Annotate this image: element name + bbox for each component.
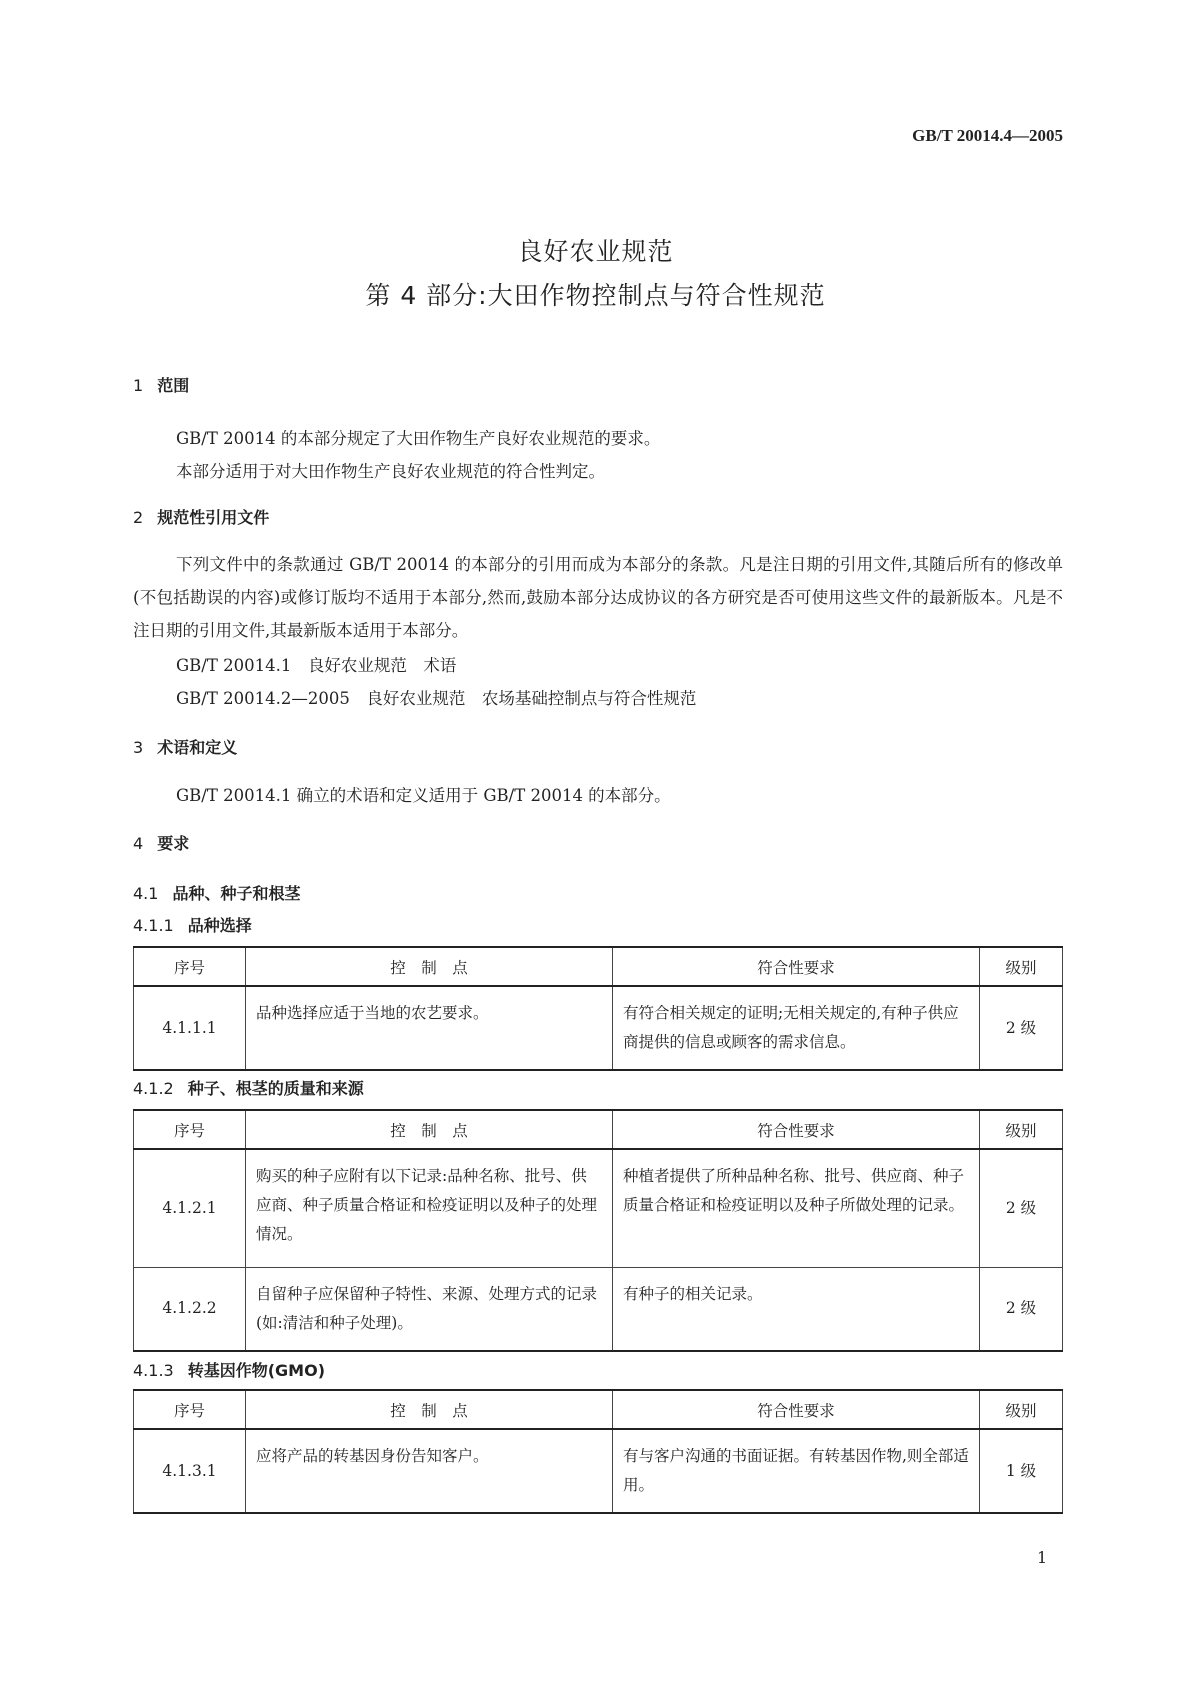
cell-compliance: 种植者提供了所种品种名称、批号、供应商、种子质量合格证和检疫证明以及种子所做处理的记录。 — [613, 1149, 980, 1267]
cell-id: 4.1.2.1 — [134, 1149, 246, 1267]
reference: GB/T 20014.1 良好农业规范 术语 — [176, 656, 457, 675]
cell-level: 2 级 — [980, 1267, 1063, 1351]
cell-level: 1 级 — [980, 1429, 1063, 1513]
cell-control-point: 购买的种子应附有以下记录:品种名称、批号、供应商、种子质量合格证和检疫证明以及种子的处理情况。 — [246, 1149, 613, 1267]
control-table-4-1-3 — [133, 1389, 1063, 1514]
col-header: 级别 — [980, 1110, 1063, 1149]
table-row — [134, 986, 1063, 1070]
cell-control-point: 应将产品的转基因身份告知客户。 — [246, 1429, 613, 1513]
paragraph: 本部分适用于对大田作物生产良好农业规范的符合性判定。 — [176, 462, 605, 481]
col-header: 符合性要求 — [613, 1110, 980, 1149]
col-header: 级别 — [980, 1390, 1063, 1429]
section-heading-2: 2 规范性引用文件 — [133, 508, 270, 527]
paragraph: 下列文件中的条款通过 GB/T 20014 的本部分的引用而成为本部分的条款。凡是注日期的引用文件,其随后所有的修改单(不包括勘误的内容)或修订版均不适用于本部分,然而,鼓励本部分达成协议的各方研究是否可使用这些文件的最新版本。凡是不注日期的引用文件,其最新版本适用于本部分。 — [133, 555, 1063, 640]
col-header: 控 制 点 — [246, 1390, 613, 1429]
table-row — [134, 1267, 1063, 1351]
table-heading: 4.1.1 品种选择 — [133, 916, 252, 935]
col-header: 符合性要求 — [613, 947, 980, 986]
section-heading-1: 1 范围 — [133, 376, 190, 395]
cell-id: 4.1.1.1 — [134, 986, 246, 1070]
control-table-4-1-1 — [133, 946, 1063, 1071]
control-table-4-1-2 — [133, 1109, 1063, 1352]
cell-id: 4.1.3.1 — [134, 1429, 246, 1513]
col-header: 控 制 点 — [246, 1110, 613, 1149]
col-header: 控 制 点 — [246, 947, 613, 986]
col-header: 符合性要求 — [613, 1390, 980, 1429]
cell-level: 2 级 — [980, 986, 1063, 1070]
paragraph: GB/T 20014.1 确立的术语和定义适用于 GB/T 20014 的本部分。 — [176, 786, 671, 805]
reference: GB/T 20014.2—2005 良好农业规范 农场基础控制点与符合性规范 — [176, 689, 697, 708]
doc-title: 良好农业规范 — [517, 237, 674, 266]
table-heading: 4.1.3 转基因作物(GMO) — [133, 1361, 326, 1380]
subsection-heading-4-1: 4.1 品种、种子和根茎 — [133, 884, 301, 903]
page-number: 1 — [1037, 1548, 1048, 1567]
cell-compliance: 有符合相关规定的证明;无相关规定的,有种子供应商提供的信息或顾客的需求信息。 — [613, 986, 980, 1070]
cell-control-point: 品种选择应适于当地的农艺要求。 — [246, 986, 613, 1070]
table-row — [134, 1149, 1063, 1267]
standard-code: GB/T 20014.4—2005 — [912, 126, 1063, 145]
section-heading-4: 4 要求 — [133, 834, 190, 853]
cell-compliance: 有与客户沟通的书面证据。有转基因作物,则全部适用。 — [613, 1429, 980, 1513]
cell-id: 4.1.2.2 — [134, 1267, 246, 1351]
section-heading-3: 3 术语和定义 — [133, 738, 238, 757]
cell-compliance: 有种子的相关记录。 — [613, 1267, 980, 1351]
paragraph: GB/T 20014 的本部分规定了大田作物生产良好农业规范的要求。 — [176, 429, 661, 448]
col-header: 序号 — [134, 947, 246, 986]
col-header: 序号 — [134, 1390, 246, 1429]
col-header: 级别 — [980, 947, 1063, 986]
table-heading: 4.1.2 种子、根茎的质量和来源 — [133, 1079, 364, 1098]
cell-level: 2 级 — [980, 1149, 1063, 1267]
doc-subtitle: 第 4 部分:大田作物控制点与符合性规范 — [365, 281, 826, 310]
col-header: 序号 — [134, 1110, 246, 1149]
table-row — [134, 1429, 1063, 1513]
cell-control-point: 自留种子应保留种子特性、来源、处理方式的记录(如:清洁和种子处理)。 — [246, 1267, 613, 1351]
